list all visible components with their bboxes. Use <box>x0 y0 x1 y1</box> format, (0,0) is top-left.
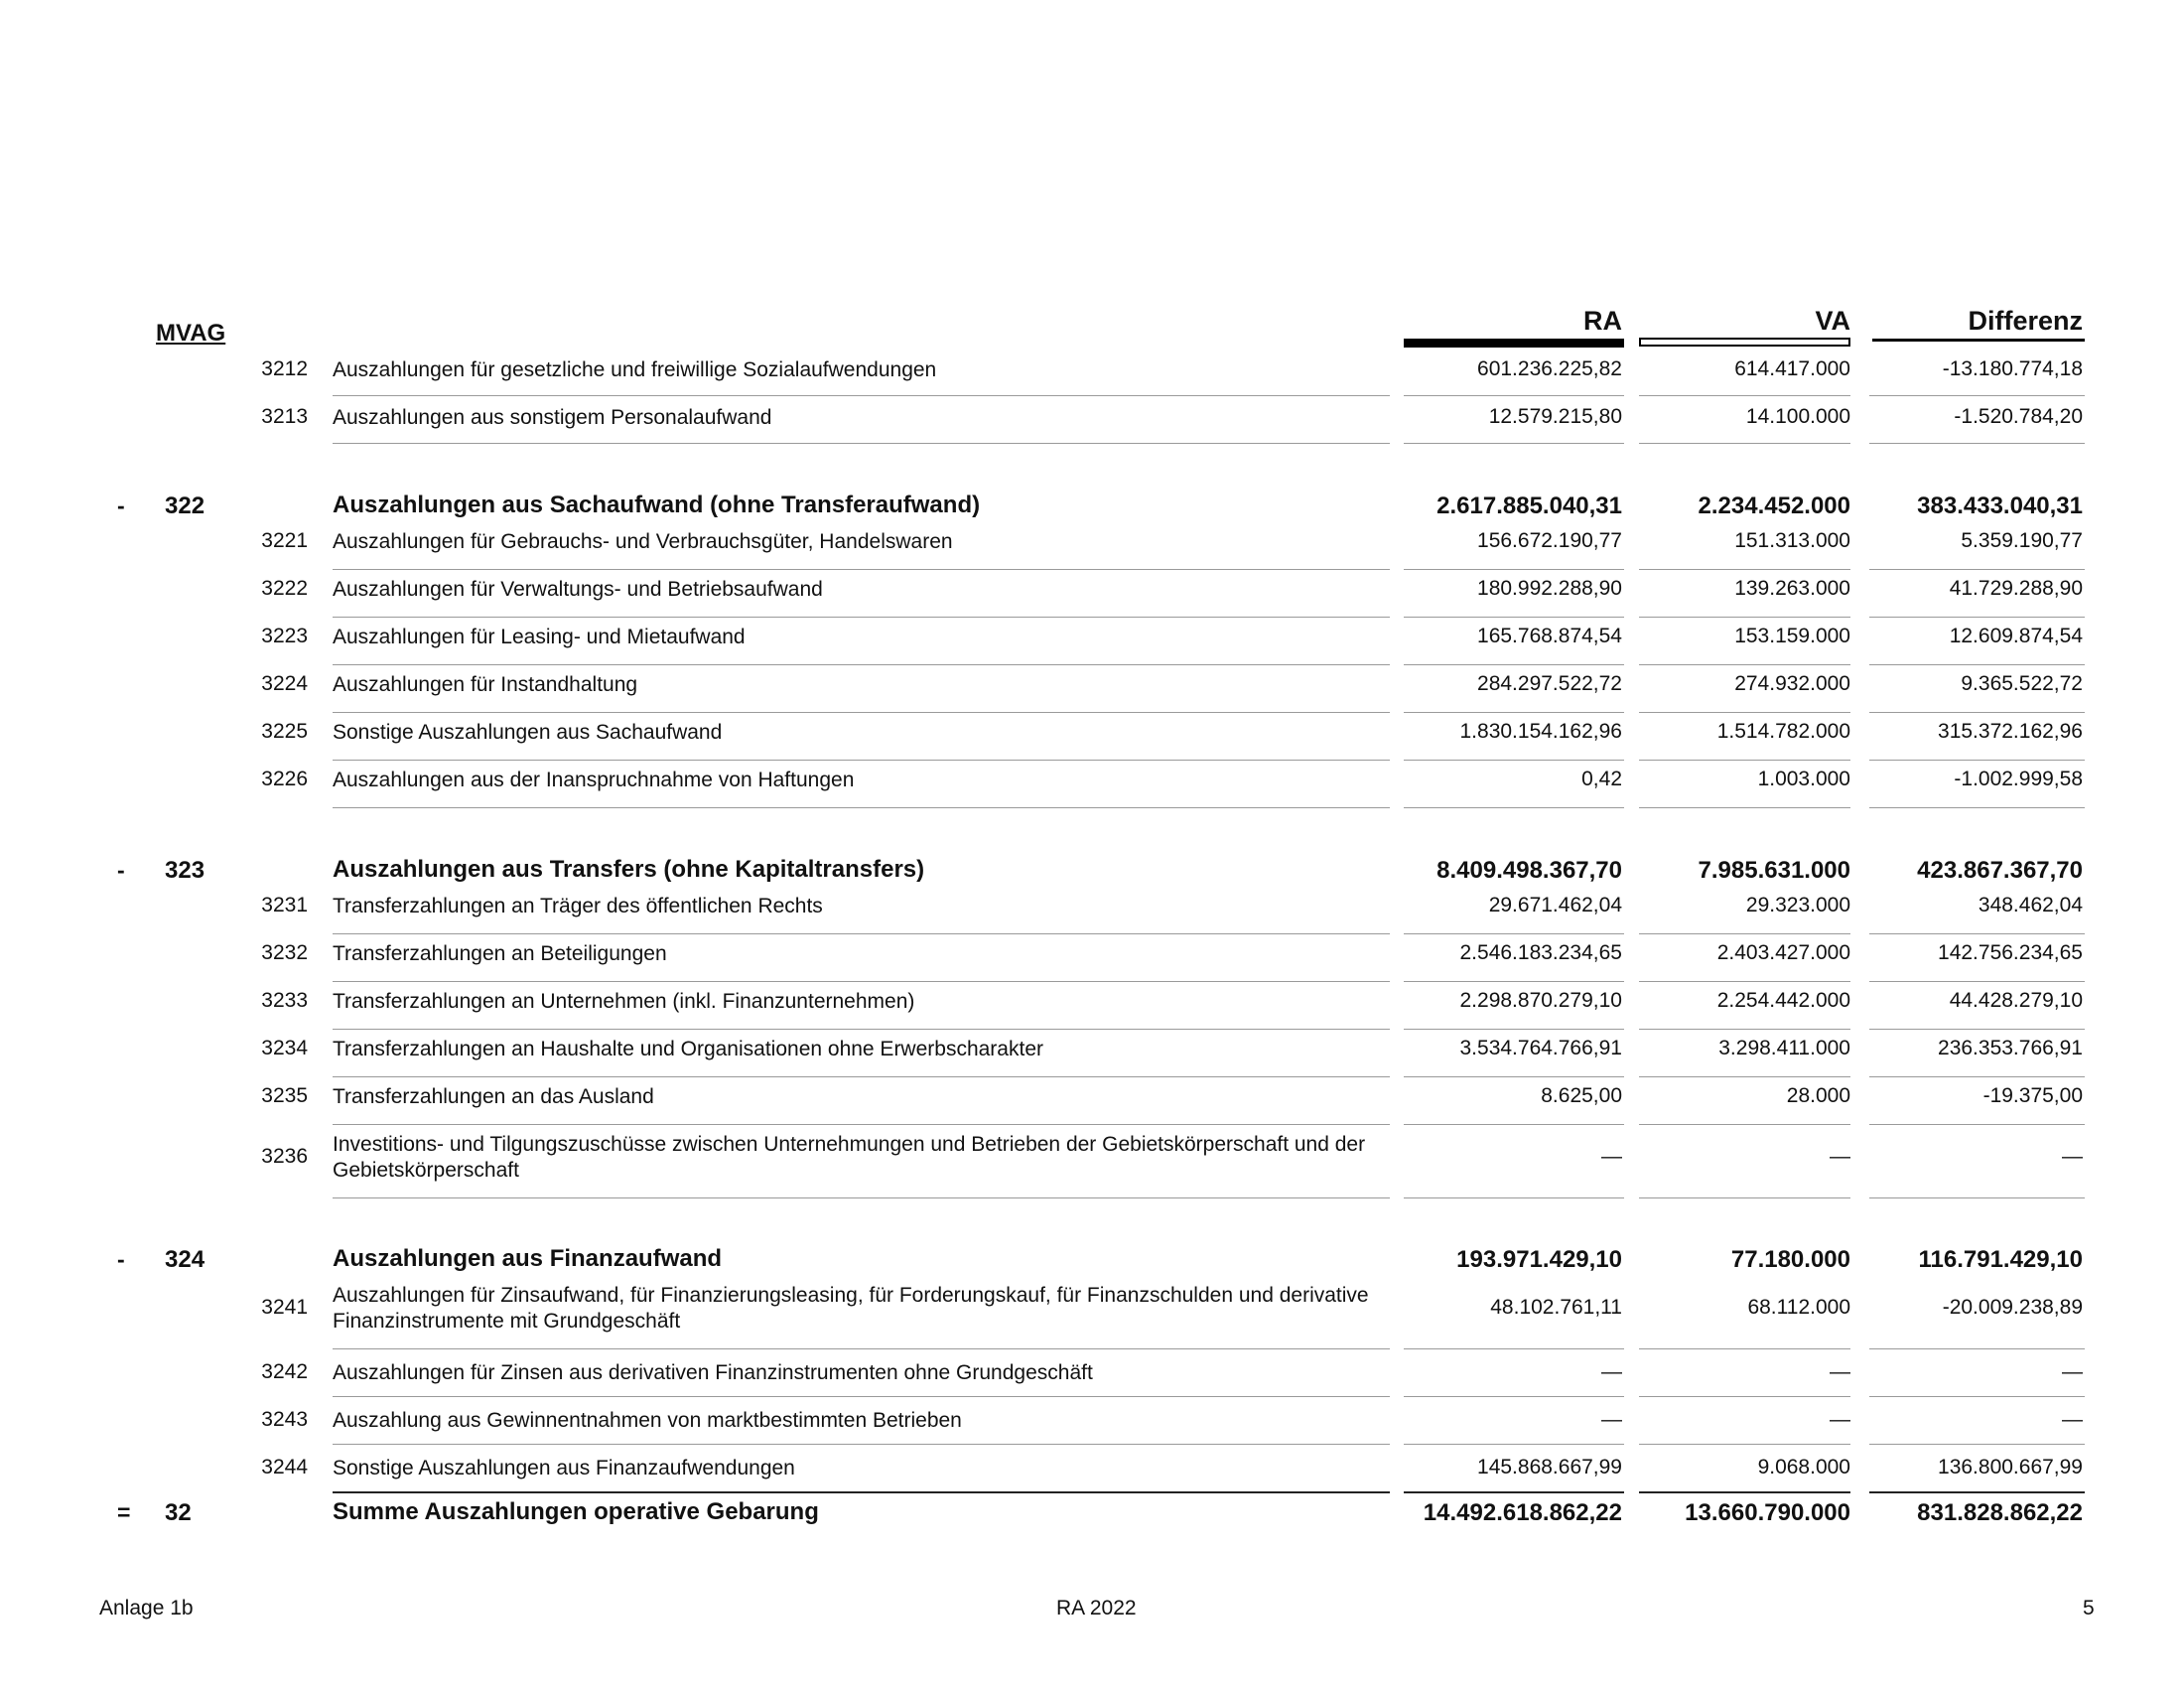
value-differenz: 348.462,04 <box>1978 894 2083 916</box>
row-divider <box>1869 1197 2085 1198</box>
row-divider <box>1404 569 1624 570</box>
row-group-code: 324 <box>165 1246 205 1273</box>
mvag-header: MVAG <box>156 320 226 347</box>
row-divider <box>1639 807 1850 808</box>
row-code: 3233 <box>261 989 308 1012</box>
value-va: 77.180.000 <box>1730 1246 1850 1273</box>
row-divider <box>1639 1491 1850 1493</box>
row-group-code: 323 <box>165 857 205 884</box>
row-divider <box>333 807 1390 808</box>
row-divider <box>333 712 1390 713</box>
value-va: 2.234.452.000 <box>1698 492 1850 519</box>
row-divider <box>1869 443 2085 444</box>
column-bar-ra <box>1404 339 1624 348</box>
row-divider <box>333 395 1390 396</box>
value-va: — <box>1830 1360 1850 1383</box>
value-differenz: 236.353.766,91 <box>1938 1037 2083 1059</box>
table-row <box>0 357 2184 383</box>
value-va: 7.985.631.000 <box>1698 857 1850 884</box>
table-row <box>0 1132 2184 1184</box>
value-differenz: 831.828.862,22 <box>1917 1499 2083 1526</box>
row-divider <box>1869 1491 2085 1493</box>
row-divider <box>333 1444 1390 1445</box>
value-ra: 2.546.183.234,65 <box>1459 941 1622 964</box>
value-ra: 165.768.874,54 <box>1477 625 1622 647</box>
value-differenz: 44.428.279,10 <box>1949 989 2083 1012</box>
row-divider <box>1639 664 1850 665</box>
value-va: 151.313.000 <box>1734 529 1850 552</box>
value-va: 614.417.000 <box>1734 357 1850 380</box>
row-divider <box>333 1076 1390 1077</box>
row-code: 3243 <box>261 1408 308 1431</box>
column-bar-differenz <box>1872 339 2085 342</box>
row-divider <box>1404 1444 1624 1445</box>
value-differenz: 41.729.288,90 <box>1949 577 2083 600</box>
value-va: 13.660.790.000 <box>1685 1499 1850 1526</box>
row-code: 3231 <box>261 894 308 916</box>
value-va: 274.932.000 <box>1734 672 1850 695</box>
table-row <box>0 672 2184 698</box>
row-divider <box>1404 617 1624 618</box>
row-divider <box>1869 395 2085 396</box>
row-label: Sonstige Auszahlungen aus Finanzaufwendungen <box>333 1457 795 1479</box>
row-label: Transferzahlungen an Unternehmen (inkl. Finanzunternehmen) <box>333 990 915 1013</box>
row-code: 3244 <box>261 1456 308 1478</box>
value-differenz: 383.433.040,31 <box>1917 492 2083 519</box>
row-code: 3223 <box>261 625 308 647</box>
row-label: Investitions- und Tilgungszuschüsse zwischen Unternehmungen und Betrieben der Gebietskörperschaft und der Gebietskörperschaft <box>333 1133 1366 1182</box>
group-row <box>0 492 2184 522</box>
row-divider <box>1639 933 1850 934</box>
row-divider <box>333 760 1390 761</box>
row-divider <box>1404 1396 1624 1397</box>
table-row <box>0 1283 2184 1335</box>
row-divider <box>333 443 1390 444</box>
row-divider <box>333 1029 1390 1030</box>
table-row <box>0 405 2184 431</box>
row-divider <box>1639 712 1850 713</box>
row-code: 3226 <box>261 768 308 790</box>
row-divider <box>333 1197 1390 1198</box>
row-label: Transferzahlungen an Beteiligungen <box>333 942 667 965</box>
value-ra: 3.534.764.766,91 <box>1459 1037 1622 1059</box>
row-code: 3232 <box>261 941 308 964</box>
row-divider <box>1639 1444 1850 1445</box>
value-va: 28.000 <box>1786 1084 1850 1107</box>
value-va: 9.068.000 <box>1757 1456 1850 1478</box>
row-divider <box>1404 712 1624 713</box>
value-ra: 0,42 <box>1581 768 1622 790</box>
value-ra: 1.830.154.162,96 <box>1459 720 1622 743</box>
row-sign: = <box>117 1499 131 1525</box>
value-ra: 14.492.618.862,22 <box>1423 1499 1622 1526</box>
row-label: Auszahlungen aus sonstigem Personalaufwand <box>333 406 772 429</box>
value-ra: 29.671.462,04 <box>1488 894 1622 916</box>
row-divider <box>1404 1076 1624 1077</box>
row-divider <box>1869 1029 2085 1030</box>
value-differenz: -13.180.774,18 <box>1942 357 2083 380</box>
value-ra: — <box>1601 1408 1622 1431</box>
row-divider <box>1869 1444 2085 1445</box>
row-label: Auszahlungen für Zinsaufwand, für Finanzierungsleasing, für Forderungskauf, für Finanzschulden und derivative Finanzinstrumente mit Grundgeschäft <box>333 1284 1369 1333</box>
row-label: Auszahlungen für Verwaltungs- und Betriebsaufwand <box>333 578 823 601</box>
table-row <box>0 625 2184 650</box>
row-divider <box>1639 1197 1850 1198</box>
row-sign: - <box>117 1246 125 1272</box>
row-divider <box>1869 807 2085 808</box>
row-divider <box>1639 1076 1850 1077</box>
value-ra: 8.625,00 <box>1541 1084 1622 1107</box>
value-va: — <box>1830 1145 1850 1168</box>
row-label: Auszahlungen aus Sachaufwand (ohne Transferaufwand) <box>333 492 981 518</box>
value-ra: 145.868.667,99 <box>1477 1456 1622 1478</box>
value-differenz: -20.009.238,89 <box>1942 1296 2083 1319</box>
table-row <box>0 1084 2184 1110</box>
row-divider <box>1639 1348 1850 1349</box>
row-label: Auszahlungen für Zinsen aus derivativen Finanzinstrumenten ohne Grundgeschäft <box>333 1361 1093 1384</box>
row-divider <box>333 1396 1390 1397</box>
value-ra: 48.102.761,11 <box>1490 1296 1622 1319</box>
value-differenz: 315.372.162,96 <box>1938 720 2083 743</box>
row-code: 3225 <box>261 720 308 743</box>
value-va: 153.159.000 <box>1734 625 1850 647</box>
row-divider <box>1639 1124 1850 1125</box>
value-va: 1.003.000 <box>1757 768 1850 790</box>
value-ra: 193.971.429,10 <box>1456 1246 1622 1273</box>
value-va: 2.254.442.000 <box>1716 989 1850 1012</box>
row-divider <box>1869 1396 2085 1397</box>
row-code: 3224 <box>261 672 308 695</box>
row-label: Auszahlungen aus Transfers (ohne Kapitaltransfers) <box>333 856 925 883</box>
value-ra: — <box>1601 1145 1622 1168</box>
row-code: 3221 <box>261 529 308 552</box>
row-divider <box>333 1491 1390 1493</box>
row-divider <box>1404 395 1624 396</box>
row-code: 3241 <box>261 1296 308 1319</box>
row-divider <box>1404 1348 1624 1349</box>
value-va: 29.323.000 <box>1745 894 1850 916</box>
row-divider <box>1639 1396 1850 1397</box>
row-label: Auszahlungen aus Finanzaufwand <box>333 1245 723 1272</box>
value-differenz: — <box>2062 1145 2083 1168</box>
value-ra: 156.672.190,77 <box>1477 529 1622 552</box>
row-divider <box>1404 1197 1624 1198</box>
value-differenz: -1.520.784,20 <box>1954 405 2083 428</box>
table-row <box>0 1037 2184 1062</box>
value-differenz: 423.867.367,70 <box>1917 857 2083 884</box>
column-header-va: VA <box>1815 306 1850 336</box>
row-divider <box>1639 617 1850 618</box>
table-row <box>0 894 2184 919</box>
value-va: 68.112.000 <box>1747 1296 1850 1319</box>
value-ra: 8.409.498.367,70 <box>1436 857 1622 884</box>
footer-left: Anlage 1b <box>99 1597 194 1619</box>
footer-center: RA 2022 <box>1056 1597 1137 1619</box>
row-code: 3212 <box>261 357 308 380</box>
row-divider <box>333 1348 1390 1349</box>
column-bar-va <box>1639 338 1850 347</box>
row-label: Auszahlungen für Instandhaltung <box>333 673 638 696</box>
row-divider <box>333 933 1390 934</box>
value-differenz: -19.375,00 <box>1982 1084 2083 1107</box>
value-differenz: 142.756.234,65 <box>1938 941 2083 964</box>
row-divider <box>1639 569 1850 570</box>
row-divider <box>1869 712 2085 713</box>
row-label: Transferzahlungen an Träger des öffentlichen Rechts <box>333 895 823 917</box>
value-ra: 2.617.885.040,31 <box>1436 492 1622 519</box>
row-divider <box>1404 664 1624 665</box>
row-divider <box>1869 933 2085 934</box>
row-divider <box>1639 981 1850 982</box>
value-differenz: 136.800.667,99 <box>1938 1456 2083 1478</box>
row-divider <box>1404 1029 1624 1030</box>
table-row <box>0 989 2184 1015</box>
row-divider <box>1404 807 1624 808</box>
row-divider <box>1639 443 1850 444</box>
row-code: 3242 <box>261 1360 308 1383</box>
row-sign: - <box>117 857 125 883</box>
row-sign: - <box>117 492 125 518</box>
row-divider <box>1639 395 1850 396</box>
row-label: Summe Auszahlungen operative Gebarung <box>333 1498 819 1525</box>
row-divider <box>1639 1029 1850 1030</box>
row-divider <box>1869 1076 2085 1077</box>
row-divider <box>1869 1124 2085 1125</box>
table-row <box>0 577 2184 603</box>
value-ra: — <box>1601 1360 1622 1383</box>
row-code: 3236 <box>261 1145 308 1168</box>
row-code: 3213 <box>261 405 308 428</box>
table-row <box>0 1408 2184 1434</box>
row-divider <box>1639 760 1850 761</box>
row-divider <box>333 664 1390 665</box>
value-va: 1.514.782.000 <box>1716 720 1850 743</box>
row-group-code: 32 <box>165 1499 192 1526</box>
row-divider <box>333 981 1390 982</box>
row-divider <box>1869 569 2085 570</box>
table-row <box>0 529 2184 555</box>
row-label: Transferzahlungen an das Ausland <box>333 1085 654 1108</box>
row-divider <box>1404 981 1624 982</box>
row-label: Auszahlungen für Gebrauchs- und Verbrauchsgüter, Handelswaren <box>333 530 953 553</box>
value-differenz: 12.609.874,54 <box>1949 625 2083 647</box>
row-divider <box>1404 760 1624 761</box>
row-label: Sonstige Auszahlungen aus Sachaufwand <box>333 721 723 744</box>
group-row <box>0 1246 2184 1276</box>
row-divider <box>1869 1348 2085 1349</box>
row-divider <box>333 1124 1390 1125</box>
table-row <box>0 768 2184 793</box>
table-row <box>0 720 2184 746</box>
row-group-code: 322 <box>165 492 205 519</box>
value-va: 3.298.411.000 <box>1718 1037 1850 1059</box>
row-label: Transferzahlungen an Haushalte und Organisationen ohne Erwerbscharakter <box>333 1038 1043 1060</box>
table-row <box>0 1360 2184 1386</box>
value-va: 139.263.000 <box>1734 577 1850 600</box>
row-code: 3235 <box>261 1084 308 1107</box>
value-differenz: — <box>2062 1360 2083 1383</box>
row-divider <box>1869 760 2085 761</box>
table-row <box>0 1456 2184 1481</box>
value-ra: 12.579.215,80 <box>1488 405 1622 428</box>
row-divider <box>1404 1491 1624 1493</box>
group-row <box>0 857 2184 887</box>
value-differenz: 5.359.190,77 <box>1961 529 2083 552</box>
value-ra: 2.298.870.279,10 <box>1459 989 1622 1012</box>
row-label: Auszahlung aus Gewinnentnahmen von marktbestimmten Betrieben <box>333 1409 962 1432</box>
value-differenz: -1.002.999,58 <box>1954 768 2083 790</box>
footer-page-number: 5 <box>2083 1597 2095 1619</box>
row-divider <box>333 569 1390 570</box>
row-divider <box>1869 664 2085 665</box>
value-differenz: 116.791.429,10 <box>1918 1246 2083 1273</box>
value-ra: 601.236.225,82 <box>1477 357 1622 380</box>
row-label: Auszahlungen für gesetzliche und freiwillige Sozialaufwendungen <box>333 358 937 381</box>
row-label: Auszahlungen für Leasing- und Mietaufwand <box>333 626 746 648</box>
value-differenz: — <box>2062 1408 2083 1431</box>
row-divider <box>1404 443 1624 444</box>
value-differenz: 9.365.522,72 <box>1961 672 2083 695</box>
row-divider <box>1869 617 2085 618</box>
column-header-differenz: Differenz <box>1968 306 2083 336</box>
value-va: 14.100.000 <box>1745 405 1850 428</box>
row-label: Auszahlungen aus der Inanspruchnahme von Haftungen <box>333 769 855 791</box>
value-ra: 180.992.288,90 <box>1477 577 1622 600</box>
value-va: — <box>1830 1408 1850 1431</box>
row-divider <box>1404 1124 1624 1125</box>
row-code: 3234 <box>261 1037 308 1059</box>
value-va: 2.403.427.000 <box>1716 941 1850 964</box>
table-row <box>0 941 2184 967</box>
row-code: 3222 <box>261 577 308 600</box>
row-divider <box>1869 981 2085 982</box>
value-ra: 284.297.522,72 <box>1477 672 1622 695</box>
row-divider <box>1404 933 1624 934</box>
total-row <box>0 1499 2184 1529</box>
column-header-ra: RA <box>1583 306 1622 336</box>
row-divider <box>333 617 1390 618</box>
